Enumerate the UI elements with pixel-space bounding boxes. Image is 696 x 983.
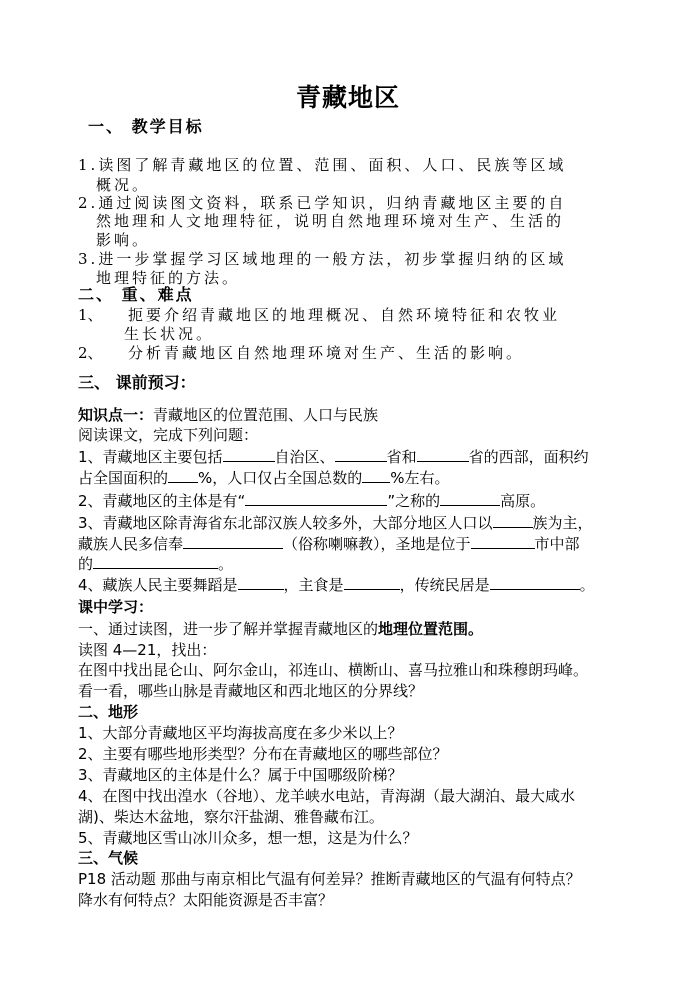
- boundary-question: 看一看，哪些山脉是青藏地区和西北地区的分界线？: [78, 682, 424, 700]
- keypoints-heading: 二、 重、难点: [78, 285, 194, 304]
- question-4: 4、藏族人民主要舞蹈是 ，主食是 ，传统民居是 。: [78, 576, 595, 594]
- objective-2-cont: 然地理和人文地理特征，说明自然地理环境对生产、生活的: [96, 212, 565, 230]
- objective-2-cont2: 影响。: [96, 231, 151, 249]
- page-title: 青藏地区: [295, 83, 400, 112]
- terrain-question-4-cont: 湖)、柴达木盆地，察尔汗盐湖、雅鲁藏布江。: [78, 808, 384, 826]
- climate-activity-cont: 降水有何特点？太阳能资源是否丰富？: [78, 891, 334, 909]
- keypoint-2-num: 2、: [78, 344, 103, 362]
- keypoint-1-cont: 生长状况。: [124, 325, 215, 343]
- terrain-question-5: 5、青藏地区雪山冰川众多，想一想，这是为什么？: [78, 829, 418, 847]
- keypoint-1-num: 1、: [78, 306, 103, 324]
- question-3-cont2: 的 。: [78, 555, 234, 573]
- reading-instruction: 阅读课文，完成下列问题：: [78, 426, 259, 444]
- terrain-question-3: 3、青藏地区的主体是什么？属于中国哪级阶梯？: [78, 766, 403, 784]
- preview-heading: 三、 课前预习：: [78, 373, 196, 392]
- question-3-cont: 藏族人民多信奉 （俗称喇嘛教），圣地是位于 市中部: [78, 535, 580, 553]
- objective-2: 2.通过阅读图文资料，联系已学知识，归纳青藏地区主要的自: [78, 194, 567, 212]
- inclass-section-1: 一、通过读图，进一步了解并掌握青藏地区的地理位置范围。: [78, 620, 484, 638]
- inclass-heading: 课中学习：: [78, 598, 154, 616]
- objective-1: 1.读图了解青藏地区的位置、范围、面积、人口、民族等区域: [78, 156, 567, 174]
- reading-figure: 读图 4—21，找出：: [78, 641, 217, 659]
- find-mountains: 在图中找出昆仑山、阿尔金山，祁连山、横断山、喜马拉雅山和珠穆朗玛峰。: [78, 661, 589, 679]
- terrain-question-2: 2、主要有哪些地形类型？分布在青藏地区的哪些部位？: [78, 745, 448, 763]
- climate-heading: 三、气候: [78, 849, 139, 867]
- question-2: 2、青藏地区的主体是有“ ”之称的 高原。: [78, 492, 546, 510]
- knowledge-point-1: 知识点一：青藏地区的位置范围、人口与民族: [78, 406, 379, 424]
- question-1: 1、青藏地区主要包括 自治区、 省和 省的西部，面积约: [78, 448, 589, 466]
- climate-activity: P18 活动题 那曲与南京相比气温有何差异？推断青藏地区的气温有何特点？: [78, 870, 581, 888]
- objective-3-cont: 地理特征的方法。: [96, 269, 241, 287]
- terrain-question-4: 4、在图中找出湟水（谷地）、龙羊峡水电站，青海湖（最大湖泊、最大咸水: [78, 787, 576, 805]
- keypoint-2: 分析青藏地区自然地理环境对生产、生活的影响。: [128, 344, 525, 362]
- objective-3: 3.进一步掌握学习区域地理的一般方法，初步掌握归纳的区域: [78, 250, 567, 268]
- objective-1-cont: 概况。: [96, 176, 151, 194]
- objectives-heading: 一、 教学目标: [88, 117, 204, 136]
- keypoint-1: 扼要介绍青藏地区的地理概况、自然环境特征和农牧业: [128, 306, 561, 324]
- terrain-question-1: 1、大部分青藏地区平均海拔高度在多少米以上？: [78, 724, 403, 742]
- question-1-cont: 占全国面积的 %，人口仅占全国总数的 %左右。: [78, 469, 450, 487]
- question-3: 3、青藏地区除青海省东北部汉族人较多外，大部分地区人口以 族为主，: [78, 514, 593, 532]
- terrain-heading: 二、地形: [78, 703, 139, 721]
